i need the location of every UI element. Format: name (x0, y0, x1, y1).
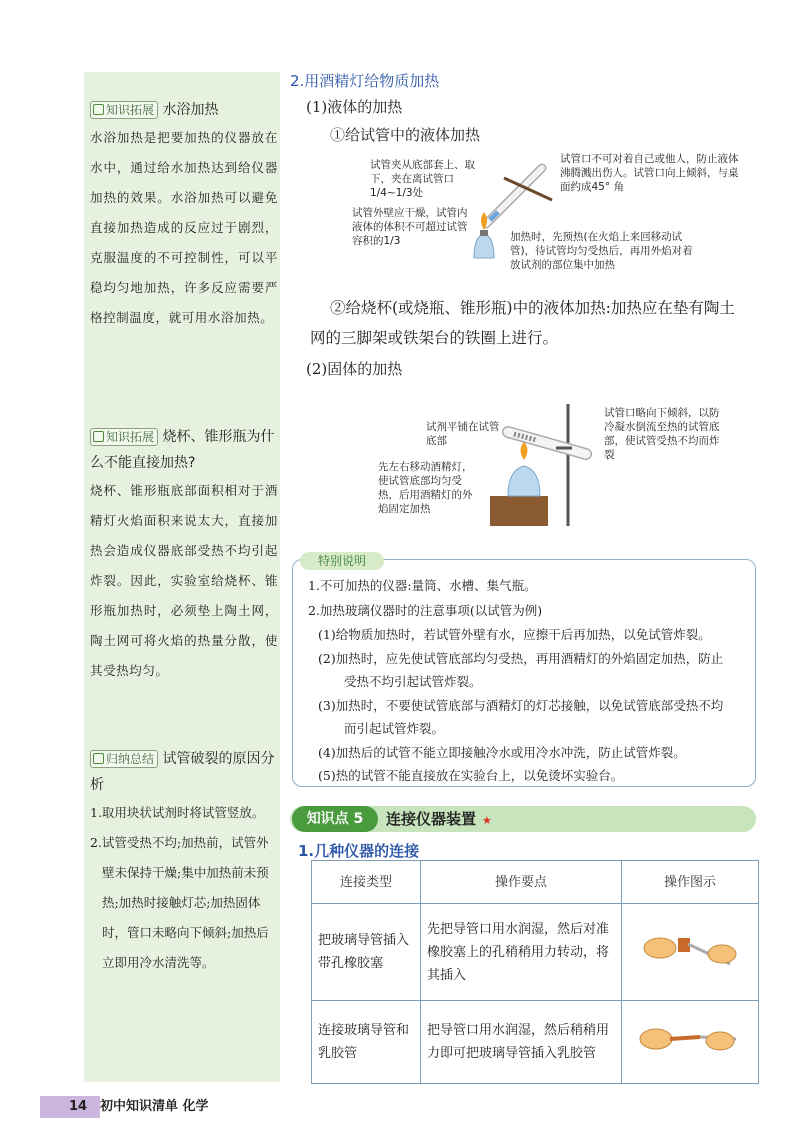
list-item: 1.取用块状试剂时将试管竖放。 (90, 805, 265, 820)
note-line: (4)加热后的试管不能立即接触冷水或用冷水冲洗，防止试管炸裂。 (318, 745, 686, 760)
note-line: 1.不可加热的仪器:量筒、水槽、集气瓶。 (308, 578, 537, 593)
wood-block (490, 496, 548, 526)
table-cell-illustration (622, 1001, 759, 1084)
fig1-label-wall: 试管外壁应干燥，试管内液体的体积不可超过试管容积的1/3 (352, 207, 468, 247)
alcohol-lamp (474, 234, 494, 258)
note-line: 2.加热玻璃仪器时的注意事项(以试管为例) (308, 603, 543, 618)
tag-knowledge-extension: 知识拓展 (90, 101, 158, 119)
footer-title: 初中知识清单 化学 (100, 1099, 209, 1114)
sidebar-box-water-bath (90, 97, 278, 333)
table-cell: 先把导管口用水润湿，然后对准橡胶塞上的孔稍稍用力转动，将其插入 (421, 904, 622, 1001)
star-icon: ★ (482, 814, 492, 827)
fig1-label-clamp: 试管夹从底部套上、取下，夹在离试管口1/4~1/3处 (370, 159, 475, 199)
flame (521, 442, 528, 460)
table-header: 操作要点 (421, 861, 622, 904)
box-text: 烧杯、锥形瓶底部面积相对于酒精灯火焰面积来说太大，直接加热会造成仪器底部受热不均引起炸裂。因此，实验室给烧杯、锥形瓶加热时，必须垫上陶土网，陶土网可将火焰的热量分散，使其受热均匀。 (90, 483, 278, 678)
knowledge-point-title: 连接仪器装置 ★ (386, 810, 492, 828)
special-notes-tag: 特别说明 (300, 552, 384, 570)
table-cell: 把玻璃导管插入带孔橡胶塞 (312, 904, 421, 1001)
tag-icon (93, 753, 104, 764)
note-line: 受热不均引起试管炸裂。 (344, 674, 482, 689)
list-item: 2.试管受热不均;加热前，试管外壁未保持干燥;集中加热前未预热;加热时接触灯芯;加热固体时，管口未略向下倾斜;加热后立即用冷水清洗等。 (90, 835, 269, 970)
fig2-label-tilt: 试管口略向下倾斜，以防冷凝水倒流至热的试管底部，使试管受热不均而炸裂 (604, 407, 720, 461)
table-header-row (312, 861, 759, 904)
tag-icon (93, 104, 104, 115)
note-line: 而引起试管炸裂。 (344, 721, 445, 736)
fig1-label-mouth: 试管口不可对着自己或他人，防止液体沸腾溅出伤人。试管口向上倾斜，与桌面约成45° 角 (560, 153, 739, 193)
section-heading: 2.用酒精灯给物质加热 (290, 72, 440, 90)
fig2-label-spread: 试剂平铺在试管底部 (426, 421, 500, 447)
table-cell: 把导管口用水润湿，然后稍稍用力即可把玻璃导管插入乳胶管 (421, 1001, 622, 1084)
knowledge-point-label: 知识点 5 (292, 806, 378, 832)
fig1-label-preheat: 加热时，先预热(在火焰上来回移动试管)，待试管均匀受热后，再用外焰对着放试剂的部位集中加热 (510, 231, 693, 271)
tag-icon (93, 431, 104, 442)
note-line: (1)给物质加热时，若试管外壁有水，应擦干后再加热，以免试管炸裂。 (318, 627, 711, 642)
box-title: 试管破裂的原因分析 (90, 751, 275, 793)
page-number: 14 (68, 1099, 88, 1114)
table-header: 连接类型 (312, 861, 421, 904)
sidebar-box-beaker (90, 424, 278, 686)
fig2-label-move: 先左右移动酒精灯，使试管底部均匀受热，后用酒精灯的外焰固定加热 (378, 461, 473, 515)
box-text: 水浴加热是把要加热的仪器放在水中，通过给水加热达到给仪器加热的效果。水浴加热可以避免直接加热造成的反应过于剧烈，克服温度的不可控制性，可以平稳均匀地加热，许多反应需要严格控制温度，就可用水浴加热。 (90, 130, 278, 325)
note-line: (3)加热时，不要使试管底部与酒精灯的灯芯接触，以免试管底部受热不均 (318, 698, 724, 713)
tag-knowledge-extension: 知识拓展 (90, 428, 158, 446)
subheading: ①给试管中的液体加热 (330, 126, 481, 144)
table-row (312, 1001, 759, 1084)
sidebar-box-tube-crack (90, 746, 278, 978)
insert-tube-illustration (630, 1013, 750, 1063)
tag-summary: 归纳总结 (90, 750, 158, 768)
box-title: 水浴加热 (162, 102, 219, 118)
figure-solid-heating (480, 398, 600, 532)
note-line: (2)加热时，应先使试管底部均匀受热，再用酒精灯的外焰固定加热，防止 (318, 651, 724, 666)
table-header: 操作图示 (622, 861, 759, 904)
table-row (312, 904, 759, 1001)
subheading: (2)固体的加热 (306, 360, 403, 378)
summary-list (90, 798, 278, 978)
section-heading: 1.几种仪器的连接 (298, 842, 420, 860)
table-cell-illustration (622, 904, 759, 1001)
insert-stopper-illustration (630, 918, 750, 978)
note-line: (5)热的试管不能直接放在实验台上，以免烫坏实验台。 (318, 768, 624, 783)
box-title: 烧杯、锥形瓶为什么不能直接加热? (90, 429, 275, 471)
paragraph: ②给烧杯(或烧瓶、锥形瓶)中的液体加热:加热应在垫有陶土 (330, 299, 735, 317)
connection-table (311, 860, 759, 1084)
paragraph: 网的三脚架或铁架台的铁圈上进行。 (310, 329, 559, 347)
alcohol-lamp (508, 466, 540, 496)
subheading: (1)液体的加热 (306, 98, 403, 116)
table-cell: 连接玻璃导管和乳胶管 (312, 1001, 421, 1084)
